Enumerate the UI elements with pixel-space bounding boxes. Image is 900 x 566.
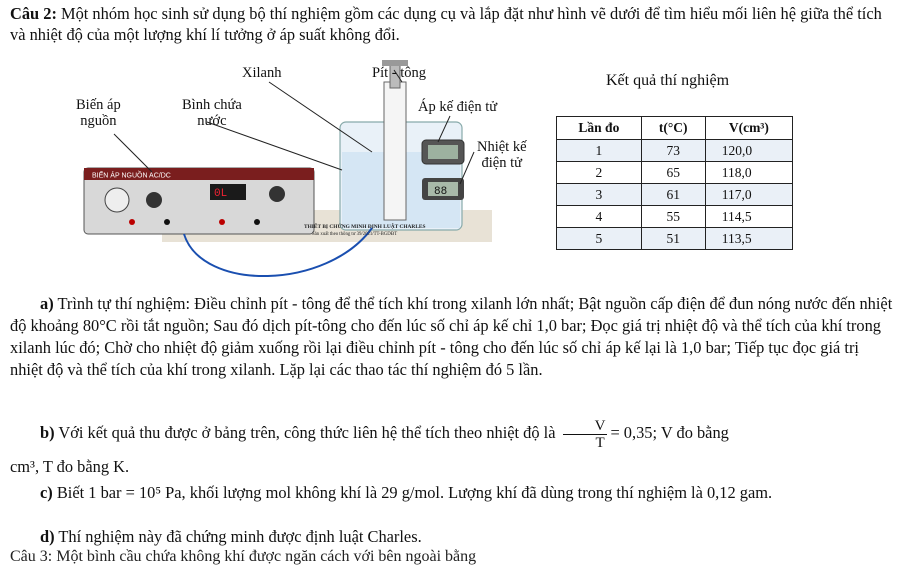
pressure-gauge-screen xyxy=(428,145,458,159)
table-row xyxy=(557,206,793,228)
terminal-black xyxy=(164,219,170,225)
cell-temperature: 65 xyxy=(641,162,705,184)
pointer-power-supply xyxy=(114,134,152,172)
cell-trial: 5 xyxy=(557,228,642,250)
part-c xyxy=(10,482,893,504)
volume-unit: cm³ xyxy=(10,457,35,476)
cell-trial: 1 xyxy=(557,140,642,162)
voltage-knob xyxy=(146,192,162,208)
part-d-text: Thí nghiệm này đã chứng minh được định luật Charles. xyxy=(58,527,422,546)
label-pressure-gauge: Áp kế điện tử xyxy=(418,99,498,115)
results-table xyxy=(556,116,793,250)
fraction-denominator: T xyxy=(595,434,605,451)
power-supply-readout: 0L xyxy=(214,188,228,200)
part-c-text-1: Biết xyxy=(56,483,85,502)
power-supply-panel-text: BIẾN ÁP NGUỒN AC/DC xyxy=(92,172,171,180)
apparatus-figure xyxy=(72,60,550,292)
part-a-label: a) xyxy=(40,294,54,313)
results-header-row xyxy=(557,117,793,140)
question-intro-text: Một nhóm học sinh sử dụng bộ thí nghiệm gồm các dụng cụ và lắp đặt như hình vẽ dưới để tìm hiểu mối liên hệ giữa thể tích và nhiệt độ của một lượng khí lí tưởng ở áp suất không đổi. xyxy=(10,4,882,44)
cell-temperature: 55 xyxy=(641,206,705,228)
part-b-label: b) xyxy=(40,423,55,442)
voltage-meter-dial xyxy=(105,188,129,212)
part-a-text: Trình tự thí nghiệm: Điều chỉnh pít - tông để thể tích khí trong xilanh lớn nhất; Bật nguồn cấp điện để đun nóng nước đến nhiệt độ khoảng 80°C rồi tắt nguồn; Sau đó dịch pít-tông cho đến lúc số chỉ áp kế chỉ 1,0 bar; Đọc giá trị nhiệt độ và thể tích của khí trong xilanh lúc đó; Chờ cho nhiệt độ giảm xuống rồi lại điều chỉnh pít - tông cho đến lúc số chỉ áp kế lại là 1,0 bar; Tiếp tục đọc giá trị nhiệt độ và thể tích của khí trong xilanh. Lặp lại các thao tác thí nghiệm đó 5 lần. xyxy=(10,294,893,379)
part-b-text-3: , T đo bằng K. xyxy=(34,457,130,476)
question-label: Câu 2: xyxy=(10,4,57,23)
cell-volume: 117,0 xyxy=(705,184,792,206)
thermometer-readout: 88 xyxy=(434,186,448,198)
table-row xyxy=(557,228,793,250)
fraction-numerator: V xyxy=(563,418,608,435)
header-temperature: t(°C) xyxy=(641,117,705,140)
pointer-xilanh xyxy=(269,82,372,152)
header-trial: Lần đo xyxy=(557,117,642,140)
current-knob xyxy=(269,186,285,202)
apparatus-drawing xyxy=(72,60,550,292)
part-b xyxy=(10,416,893,451)
formula-fraction xyxy=(563,418,608,451)
terminal-black-2 xyxy=(254,219,260,225)
syringe-cylinder xyxy=(384,82,406,220)
label-water-container: Bình chứa nước xyxy=(182,97,242,129)
label-xilanh: Xilanh xyxy=(242,65,282,81)
label-power-supply: Biến áp nguồn xyxy=(76,97,121,129)
cell-volume: 114,5 xyxy=(705,206,792,228)
table-row xyxy=(557,140,793,162)
cell-temperature: 73 xyxy=(641,140,705,162)
part-b-continued xyxy=(10,456,893,478)
cell-trial: 2 xyxy=(557,162,642,184)
cell-volume: 118,0 xyxy=(705,162,792,184)
header-volume: V(cm³) xyxy=(705,117,792,140)
part-b-text-2: ; V đo bằng xyxy=(652,423,729,442)
terminal-red-2 xyxy=(219,219,225,225)
terminal-red xyxy=(129,219,135,225)
base-label-subtitle: Sản xuất theo thông tư 39/2021/TT-BGDĐT xyxy=(312,232,398,237)
part-d xyxy=(10,526,893,548)
formula-value: = 0,35 xyxy=(610,423,653,442)
cell-temperature: 51 xyxy=(641,228,705,250)
part-c-text-2: , khối lượng mol không khí là 29 g/mol. Lượng khí đã dùng trong thí nghiệm là 0,12 gam. xyxy=(181,483,773,502)
part-d-label: d) xyxy=(40,527,55,546)
part-a xyxy=(10,293,893,381)
cell-volume: 120,0 xyxy=(705,140,792,162)
cell-volume: 113,5 xyxy=(705,228,792,250)
cell-trial: 4 xyxy=(557,206,642,228)
pointer-water-container xyxy=(207,122,342,170)
label-piston: Pít - tông xyxy=(372,65,426,81)
cell-temperature: 61 xyxy=(641,184,705,206)
results-title: Kết quả thí nghiệm xyxy=(606,72,730,89)
question-intro xyxy=(10,3,895,45)
part-b-text-1: Với kết quả thu được ở bảng trên, công thức liên hệ thể tích theo nhiệt độ là xyxy=(58,423,556,442)
table-row xyxy=(557,162,793,184)
base-label-title: THIẾT BỊ CHỨNG MINH ĐỊNH LUẬT CHARLES xyxy=(304,224,426,230)
part-c-label: c) xyxy=(40,483,53,502)
table-row xyxy=(557,184,793,206)
label-thermometer: Nhiệt kế điện tử xyxy=(477,139,527,171)
next-question-cutoff: Câu 3: Một bình cầu chứa không khí được ngăn cách với bên ngoài bằng xyxy=(10,548,477,565)
cell-trial: 3 xyxy=(557,184,642,206)
pressure-conversion: 1 bar = 10⁵ Pa xyxy=(88,483,182,502)
